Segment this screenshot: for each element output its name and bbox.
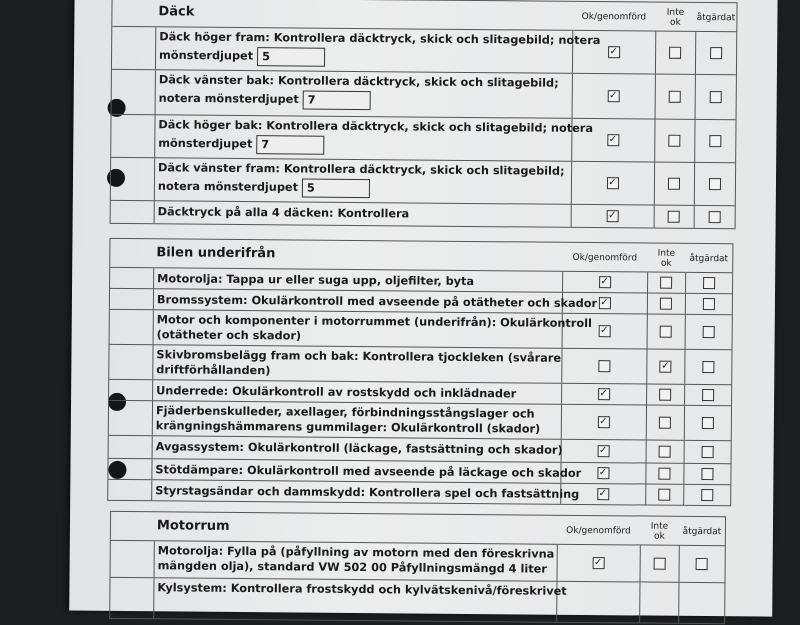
checklist-row: [111, 201, 735, 228]
column-divider: [655, 32, 656, 74]
tread-depth-field[interactable]: 7: [256, 135, 324, 155]
column-divider: [678, 546, 679, 582]
checkbox-atgardat[interactable]: [701, 468, 713, 480]
row-text-line: Däck höger fram: Kontrollera däcktryck, skick och slitagebild; notera: [159, 30, 601, 48]
column-divider: [647, 315, 648, 349]
row-text-line-2: krängningshämmarens gummilager: Okulärkontroll (skador): [155, 419, 541, 436]
section-title: Däck: [158, 4, 195, 20]
row-description: [155, 483, 579, 502]
row-text-line: [156, 418, 541, 436]
row-text-line: [158, 177, 565, 200]
column-divider: [646, 406, 647, 440]
checkbox-inte[interactable]: [660, 298, 672, 310]
checklist-row: [109, 401, 731, 441]
checkbox-ok[interactable]: ✓: [600, 297, 609, 309]
row-description: [156, 347, 561, 381]
column-divider: [561, 405, 562, 439]
checkbox-ok[interactable]: ✓: [599, 388, 608, 400]
tread-depth-field[interactable]: 5: [257, 47, 325, 67]
checkbox-atgardat[interactable]: [702, 389, 714, 401]
column-divider: [646, 385, 647, 405]
checkbox-inte[interactable]: [669, 91, 681, 103]
checkbox-ok[interactable]: ✓: [607, 210, 617, 222]
row-text-line: Styrstagsändar och dammskydd: Kontrollera spel och fastsättning: [155, 484, 580, 501]
row-text-line-2: mängden olja), standard VW 502 00 Påfyllningsmängd 4 liter: [157, 559, 547, 576]
checklist-row: [111, 541, 725, 583]
column-divider: [654, 120, 655, 162]
row-gutter: [108, 480, 152, 500]
checkbox-ok[interactable]: ✓: [598, 445, 608, 457]
row-gutter: [109, 436, 153, 458]
row-text-line: Stötdämpare: Okulärkontroll med avseende på läckage och skador: [155, 463, 582, 480]
checkbox-atgardat[interactable]: [708, 178, 720, 190]
row-description: [157, 580, 566, 599]
column-divider: [685, 273, 686, 293]
column-divider: [647, 273, 648, 293]
checkbox-atgardat[interactable]: [708, 211, 720, 223]
checkbox-inte[interactable]: [669, 47, 681, 59]
checkbox-atgardat[interactable]: [701, 446, 713, 458]
checkbox-inte[interactable]: [653, 558, 665, 570]
row-gutter: [111, 115, 155, 157]
column-divider: [685, 294, 686, 314]
row-text-line: Motorolja: Tappa ur eller suga upp, oljefilter, byta: [157, 272, 475, 289]
row-text-line-2: (otätheter och skador): [156, 328, 302, 343]
row-description: [158, 543, 555, 576]
row-text-line: Däck vänster bak: Kontrollera däcktryck, skick och slitagebild;: [158, 73, 559, 90]
checkbox-ok[interactable]: [598, 360, 610, 372]
column-divider: [678, 583, 679, 623]
row-text-line: [159, 89, 559, 111]
row-description: [156, 439, 563, 458]
checklist-row: [108, 480, 730, 505]
daeck-section: [110, 0, 738, 229]
column-divider: [645, 464, 646, 484]
row-text-line: Motor och komponenter i motorrummet (underifrån): Okulärkontroll: [156, 313, 592, 331]
row-gutter: [110, 578, 154, 618]
row-text-line: Däck vänster fram: Kontrollera däcktryck, skick och slitagebild;: [158, 161, 565, 178]
row-text-line: Däcktryck på alla 4 däcken: Kontrollera: [157, 205, 410, 221]
row-gutter: [111, 201, 155, 223]
row-text-line: Däck höger bak: Kontrollera däcktryck, skick och slitagebild; notera: [158, 118, 594, 136]
row-gutter: [110, 268, 154, 288]
row-gutter: [111, 541, 155, 577]
row-text-line-2: driftförhållanden): [156, 363, 271, 378]
checkbox-inte[interactable]: ✓: [661, 360, 670, 372]
checkbox-ok[interactable]: ✓: [608, 177, 617, 189]
checkbox-atgardat[interactable]: [710, 47, 722, 59]
column-divider: [639, 582, 640, 622]
checkbox-ok[interactable]: ✓: [593, 557, 603, 569]
checklist-row: [110, 310, 732, 350]
column-divider: [694, 206, 695, 228]
engine-bay-section: [109, 511, 726, 624]
section-title: Motorrum: [156, 518, 230, 534]
checkbox-atgardat[interactable]: [701, 489, 713, 501]
checkbox-atgardat[interactable]: [703, 277, 715, 289]
checkbox-inte[interactable]: [668, 178, 680, 190]
row-text-line-2: mönsterdjupet: [159, 48, 254, 63]
column-divider: [562, 272, 563, 292]
column-header-ok: Ok/genomförd: [566, 525, 631, 537]
row-description: [156, 403, 541, 436]
checklist-paper: [69, 0, 777, 617]
column-divider: [694, 163, 695, 205]
row-gutter: [111, 158, 155, 200]
column-divider: [571, 162, 572, 204]
underside-section: [107, 238, 733, 506]
column-header-atgardat: åtgärdat: [682, 526, 722, 538]
column-divider: [645, 485, 646, 505]
column-divider: [684, 385, 685, 405]
row-description: [158, 160, 565, 200]
checkbox-inte[interactable]: [658, 468, 670, 480]
column-divider: [639, 545, 640, 581]
row-text-line: [159, 46, 600, 69]
row-gutter: [112, 27, 156, 69]
column-divider: [695, 32, 696, 74]
row-text-line-2: notera mönsterdjupet: [157, 179, 299, 194]
checkbox-inte[interactable]: [658, 489, 670, 501]
row-description: [156, 383, 516, 401]
column-header-inte: Inte ok: [650, 521, 669, 542]
checklist-row: [112, 27, 736, 75]
column-divider: [684, 406, 685, 440]
checklist-row: [111, 115, 735, 163]
checkbox-inte[interactable]: [660, 326, 672, 338]
column-divider: [684, 350, 685, 384]
column-divider: [684, 441, 685, 463]
column-divider: [685, 315, 686, 349]
checkbox-ok[interactable]: ✓: [609, 46, 618, 58]
column-header-ok: Ok/genomförd: [581, 11, 647, 23]
row-gutter: [110, 289, 154, 309]
row-text-line: Underrede: Okulärkontroll av rostskydd och inklädnader: [156, 384, 517, 401]
checkbox-ok[interactable]: ✓: [599, 416, 608, 428]
checkbox-atgardat[interactable]: [709, 135, 721, 147]
column-header-inte: Inte ok: [666, 7, 685, 28]
checkbox-inte[interactable]: [659, 417, 671, 429]
checkbox-atgardat[interactable]: [702, 361, 714, 373]
row-text-line: [158, 558, 555, 576]
row-gutter: [112, 70, 156, 114]
column-divider: [694, 120, 695, 162]
checklist-row: [109, 345, 731, 385]
checkbox-ok[interactable]: ✓: [608, 90, 618, 102]
checkbox-ok[interactable]: ✓: [599, 325, 609, 337]
tread-depth-field[interactable]: 7: [303, 91, 371, 111]
row-gutter: [109, 380, 153, 400]
checkbox-ok[interactable]: ✓: [608, 134, 618, 146]
column-header-ok: Ok/genomförd: [572, 252, 638, 264]
row-text-line: Avgassystem: Okulärkontroll (läckage, fastsättning och skador): [155, 440, 563, 457]
row-description: [158, 117, 593, 157]
column-divider: [572, 74, 573, 118]
column-divider: [654, 163, 655, 205]
column-divider: [683, 464, 684, 484]
checklist-row: [112, 70, 736, 120]
row-gutter: [110, 310, 154, 344]
column-divider: [683, 485, 684, 505]
row-description: [157, 292, 597, 311]
row-description: [157, 312, 592, 346]
checkbox-ok[interactable]: ✓: [600, 276, 609, 288]
checklist-row: [111, 158, 735, 206]
checkbox-ok[interactable]: ✓: [598, 488, 607, 500]
column-header-atgardat: åtgärdat: [689, 253, 729, 265]
row-text-line: Kylsystem: Kontrollera frostskydd och kylvätskenivå/föreskrivet: [157, 581, 567, 598]
checkbox-inte[interactable]: [660, 277, 672, 289]
column-divider: [561, 384, 562, 404]
row-description: [158, 204, 410, 221]
checklist-row: [110, 578, 724, 623]
row-description: [159, 72, 559, 111]
column-divider: [646, 441, 647, 463]
row-description: [159, 29, 601, 69]
row-text-line-2: notera mönsterdjupet: [158, 91, 299, 106]
checkbox-atgardat[interactable]: [701, 417, 713, 429]
checkbox-atgardat[interactable]: [709, 91, 721, 103]
column-header-inte: Inte ok: [657, 248, 676, 269]
checkbox-ok[interactable]: ✓: [598, 467, 608, 479]
row-gutter: [108, 459, 152, 479]
row-description: [157, 271, 474, 289]
row-text-line: Bromssystem: Okulärkontroll med avseende på otätheter och skador: [156, 293, 598, 311]
row-text-line: Skivbromsbelägg fram och bak: Kontrollera tjockleken (svårare: [156, 348, 562, 365]
checkbox-inte[interactable]: [668, 135, 680, 147]
tread-depth-field[interactable]: 5: [302, 179, 370, 199]
checkbox-inte[interactable]: [668, 211, 680, 223]
column-divider: [571, 205, 572, 227]
column-divider: [557, 545, 558, 581]
column-header-atgardat: åtgärdat: [696, 12, 736, 24]
row-text-line: Motorolja: Fylla på (påfyllning av motorn med den föreskrivna: [157, 544, 555, 561]
column-divider: [695, 75, 696, 119]
row-text-line: [158, 134, 593, 157]
column-divider: [647, 294, 648, 314]
checkbox-atgardat[interactable]: [696, 558, 708, 570]
checkbox-inte[interactable]: [659, 389, 671, 401]
row-text-line: Fjäderbenskulleder, axellager, förbindningsstångslager och: [155, 404, 535, 421]
column-divider: [654, 206, 655, 228]
section-title: Bilen underifrån: [156, 245, 276, 262]
column-divider: [655, 75, 656, 119]
row-text-line-2: mönsterdjupet: [158, 136, 253, 151]
row-description: [155, 462, 581, 481]
checkbox-atgardat[interactable]: [702, 298, 714, 310]
checkbox-atgardat[interactable]: [702, 326, 714, 338]
row-gutter: [109, 345, 153, 379]
row-gutter: [109, 401, 153, 435]
column-divider: [646, 350, 647, 384]
checkbox-inte[interactable]: [659, 446, 671, 458]
